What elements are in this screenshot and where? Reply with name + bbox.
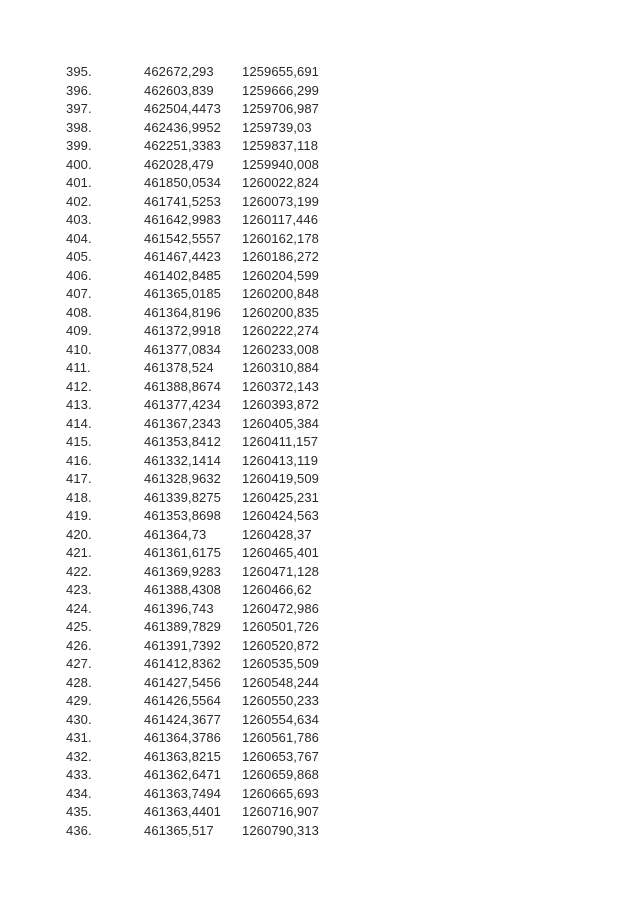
x-coordinate-cell: 461362,6471: [144, 767, 222, 782]
point-number-cell: 424.: [66, 600, 92, 616]
point-number-cell: 423.: [66, 582, 92, 597]
point-number-cell: 408.: [66, 304, 92, 320]
table-row: [66, 452, 352, 471]
y-coordinate-cell: 1259940,008: [242, 156, 320, 172]
x-coordinate-cell: 461850,0534: [144, 175, 222, 190]
y-coordinate-cell: 1260200,835: [242, 304, 320, 320]
point-number-cell: 398.: [66, 119, 92, 135]
table-row: [66, 822, 352, 841]
point-number-cell: 422.: [66, 563, 92, 579]
x-coordinate-cell: 462603,839: [144, 82, 214, 98]
point-number-cell: 411.: [66, 360, 91, 375]
y-coordinate-cell: 1260659,868: [242, 767, 320, 782]
x-coordinate-cell: 461642,9983: [144, 212, 222, 227]
y-coordinate-cell: 1259666,299: [242, 82, 320, 98]
table-row: [66, 766, 352, 785]
table-row: [66, 674, 352, 693]
point-number-cell: 428.: [66, 674, 92, 690]
x-coordinate-cell: 461364,8196: [144, 304, 222, 320]
point-number-cell: 433.: [66, 767, 92, 782]
y-coordinate-cell: 1260501,726: [242, 619, 320, 634]
y-coordinate-cell: 1260411,157: [242, 434, 319, 449]
table-row: [66, 285, 352, 304]
point-number-cell: 405.: [66, 249, 92, 264]
point-number-cell: 409.: [66, 323, 92, 338]
point-number-cell: 421.: [66, 545, 92, 560]
point-number-cell: 401.: [66, 175, 92, 190]
y-coordinate-cell: 1260222,274: [242, 323, 320, 338]
y-coordinate-cell: 1259739,03: [242, 119, 312, 135]
x-coordinate-cell: 461367,2343: [144, 415, 222, 431]
point-number-cell: 406.: [66, 267, 92, 283]
x-coordinate-cell: 461389,7829: [144, 619, 222, 634]
y-coordinate-cell: 1260653,767: [242, 748, 320, 764]
x-coordinate-cell: 461377,4234: [144, 397, 222, 412]
point-number-cell: 418.: [66, 489, 92, 505]
table-row: [66, 711, 352, 730]
table-row: [66, 729, 352, 748]
point-number-cell: 420.: [66, 526, 92, 542]
y-coordinate-cell: 1260162,178: [242, 230, 320, 246]
table-row: [66, 600, 352, 619]
x-coordinate-cell: 461369,9283: [144, 563, 222, 579]
x-coordinate-cell: 462436,9952: [144, 119, 222, 135]
x-coordinate-cell: 461363,4401: [144, 804, 222, 819]
x-coordinate-cell: 461363,8215: [144, 748, 222, 764]
y-coordinate-cell: 1260419,509: [242, 471, 320, 486]
x-coordinate-cell: 462504,4473: [144, 101, 222, 116]
y-coordinate-cell: 1260550,233: [242, 693, 320, 708]
point-number-cell: 430.: [66, 711, 92, 727]
x-coordinate-cell: 461365,517: [144, 822, 214, 838]
table-row: [66, 563, 352, 582]
table-row: [66, 137, 352, 156]
table-row: [66, 248, 352, 267]
y-coordinate-cell: 1260424,563: [242, 508, 320, 523]
x-coordinate-cell: 461377,0834: [144, 341, 222, 357]
table-row: [66, 396, 352, 415]
y-coordinate-cell: 1260117,446: [242, 212, 319, 227]
x-coordinate-cell: 461426,5564: [144, 693, 222, 708]
table-row: [66, 526, 352, 545]
table-row: [66, 82, 352, 101]
table-row: [66, 470, 352, 489]
x-coordinate-cell: 461364,3786: [144, 730, 222, 745]
x-coordinate-cell: 461332,1414: [144, 452, 222, 468]
y-coordinate-cell: 1260022,824: [242, 175, 320, 190]
x-coordinate-cell: 461427,5456: [144, 674, 222, 690]
y-coordinate-cell: 1260413,119: [242, 452, 319, 468]
y-coordinate-cell: 1260372,143: [242, 378, 320, 394]
point-number-cell: 396.: [66, 82, 92, 98]
point-number-cell: 414.: [66, 415, 92, 431]
x-coordinate-cell: 462028,479: [144, 156, 214, 172]
point-number-cell: 412.: [66, 378, 92, 394]
y-coordinate-cell: 1260465,401: [242, 545, 320, 560]
x-coordinate-cell: 461391,7392: [144, 637, 222, 653]
y-coordinate-cell: 1260393,872: [242, 397, 320, 412]
x-coordinate-cell: 462672,293: [144, 64, 214, 79]
point-number-cell: 434.: [66, 785, 92, 801]
y-coordinate-cell: 1260471,128: [242, 563, 320, 579]
x-coordinate-cell: 461467,4423: [144, 249, 222, 264]
x-coordinate-cell: 461364,73: [144, 526, 207, 542]
table-row: [66, 507, 352, 526]
table-row: [66, 174, 352, 193]
y-coordinate-cell: 1260310,884: [242, 360, 320, 375]
table-row: [66, 803, 352, 822]
point-number-cell: 413.: [66, 397, 92, 412]
coordinates-table-body: [66, 63, 352, 840]
point-number-cell: 429.: [66, 693, 92, 708]
x-coordinate-cell: 461353,8698: [144, 508, 222, 523]
table-row: [66, 581, 352, 600]
table-row: [66, 63, 352, 82]
table-row: [66, 785, 352, 804]
table-row: [66, 267, 352, 286]
table-row: [66, 304, 352, 323]
table-row: [66, 433, 352, 452]
x-coordinate-cell: 461388,4308: [144, 582, 222, 597]
y-coordinate-cell: 1260466,62: [242, 582, 312, 597]
y-coordinate-cell: 1260073,199: [242, 193, 320, 209]
x-coordinate-cell: 461339,8275: [144, 489, 222, 505]
table-row: [66, 193, 352, 212]
y-coordinate-cell: 1259706,987: [242, 101, 320, 116]
table-row: [66, 341, 352, 360]
x-coordinate-cell: 461388,8674: [144, 378, 222, 394]
x-coordinate-cell: 461542,5557: [144, 230, 222, 246]
x-coordinate-cell: 461372,9918: [144, 323, 222, 338]
table-row: [66, 156, 352, 175]
y-coordinate-cell: 1260405,384: [242, 415, 320, 431]
x-coordinate-cell: 461353,8412: [144, 434, 222, 449]
table-row: [66, 655, 352, 674]
point-number-cell: 403.: [66, 212, 92, 227]
y-coordinate-cell: 1260520,872: [242, 637, 320, 653]
coordinates-table: [66, 63, 352, 840]
table-row: [66, 119, 352, 138]
point-number-cell: 435.: [66, 804, 92, 819]
point-number-cell: 395.: [66, 64, 92, 79]
x-coordinate-cell: 461741,5253: [144, 193, 222, 209]
y-coordinate-cell: 1260561,786: [242, 730, 320, 745]
table-row: [66, 230, 352, 249]
y-coordinate-cell: 1259837,118: [242, 138, 319, 153]
x-coordinate-cell: 461396,743: [144, 600, 214, 616]
y-coordinate-cell: 1260186,272: [242, 249, 320, 264]
table-row: [66, 322, 352, 341]
point-number-cell: 404.: [66, 230, 92, 246]
x-coordinate-cell: 461412,8362: [144, 656, 222, 671]
x-coordinate-cell: 461365,0185: [144, 286, 222, 301]
x-coordinate-cell: 461361,6175: [144, 545, 222, 560]
table-row: [66, 378, 352, 397]
point-number-cell: 400.: [66, 156, 92, 172]
point-number-cell: 416.: [66, 452, 92, 468]
point-number-cell: 397.: [66, 101, 92, 116]
point-number-cell: 436.: [66, 822, 92, 838]
x-coordinate-cell: 461402,8485: [144, 267, 222, 283]
point-number-cell: 419.: [66, 508, 92, 523]
point-number-cell: 431.: [66, 730, 92, 745]
x-coordinate-cell: 461424,3677: [144, 711, 222, 727]
point-number-cell: 399.: [66, 138, 92, 153]
y-coordinate-cell: 1260472,986: [242, 600, 320, 616]
y-coordinate-cell: 1260554,634: [242, 711, 320, 727]
y-coordinate-cell: 1260200,848: [242, 286, 320, 301]
point-number-cell: 410.: [66, 341, 92, 357]
y-coordinate-cell: 1260233,008: [242, 341, 320, 357]
y-coordinate-cell: 1259655,691: [242, 64, 320, 79]
point-number-cell: 426.: [66, 637, 92, 653]
table-row: [66, 489, 352, 508]
point-number-cell: 402.: [66, 193, 92, 209]
point-number-cell: 415.: [66, 434, 92, 449]
y-coordinate-cell: 1260665,693: [242, 785, 320, 801]
point-number-cell: 407.: [66, 286, 92, 301]
y-coordinate-cell: 1260428,37: [242, 526, 312, 542]
table-row: [66, 618, 352, 637]
y-coordinate-cell: 1260535,509: [242, 656, 320, 671]
x-coordinate-cell: 461378,524: [144, 360, 214, 375]
y-coordinate-cell: 1260790,313: [242, 822, 320, 838]
table-row: [66, 544, 352, 563]
y-coordinate-cell: 1260204,599: [242, 267, 320, 283]
y-coordinate-cell: 1260548,244: [242, 674, 320, 690]
table-row: [66, 637, 352, 656]
table-row: [66, 359, 352, 378]
point-number-cell: 425.: [66, 619, 92, 634]
x-coordinate-cell: 462251,3383: [144, 138, 222, 153]
table-row: [66, 692, 352, 711]
y-coordinate-cell: 1260716,907: [242, 804, 320, 819]
x-coordinate-cell: 461363,7494: [144, 785, 222, 801]
x-coordinate-cell: 461328,9632: [144, 471, 222, 486]
point-number-cell: 432.: [66, 748, 92, 764]
point-number-cell: 427.: [66, 656, 92, 671]
table-row: [66, 748, 352, 767]
table-row: [66, 415, 352, 434]
table-row: [66, 211, 352, 230]
y-coordinate-cell: 1260425,231: [242, 489, 320, 505]
table-row: [66, 100, 352, 119]
point-number-cell: 417.: [66, 471, 92, 486]
